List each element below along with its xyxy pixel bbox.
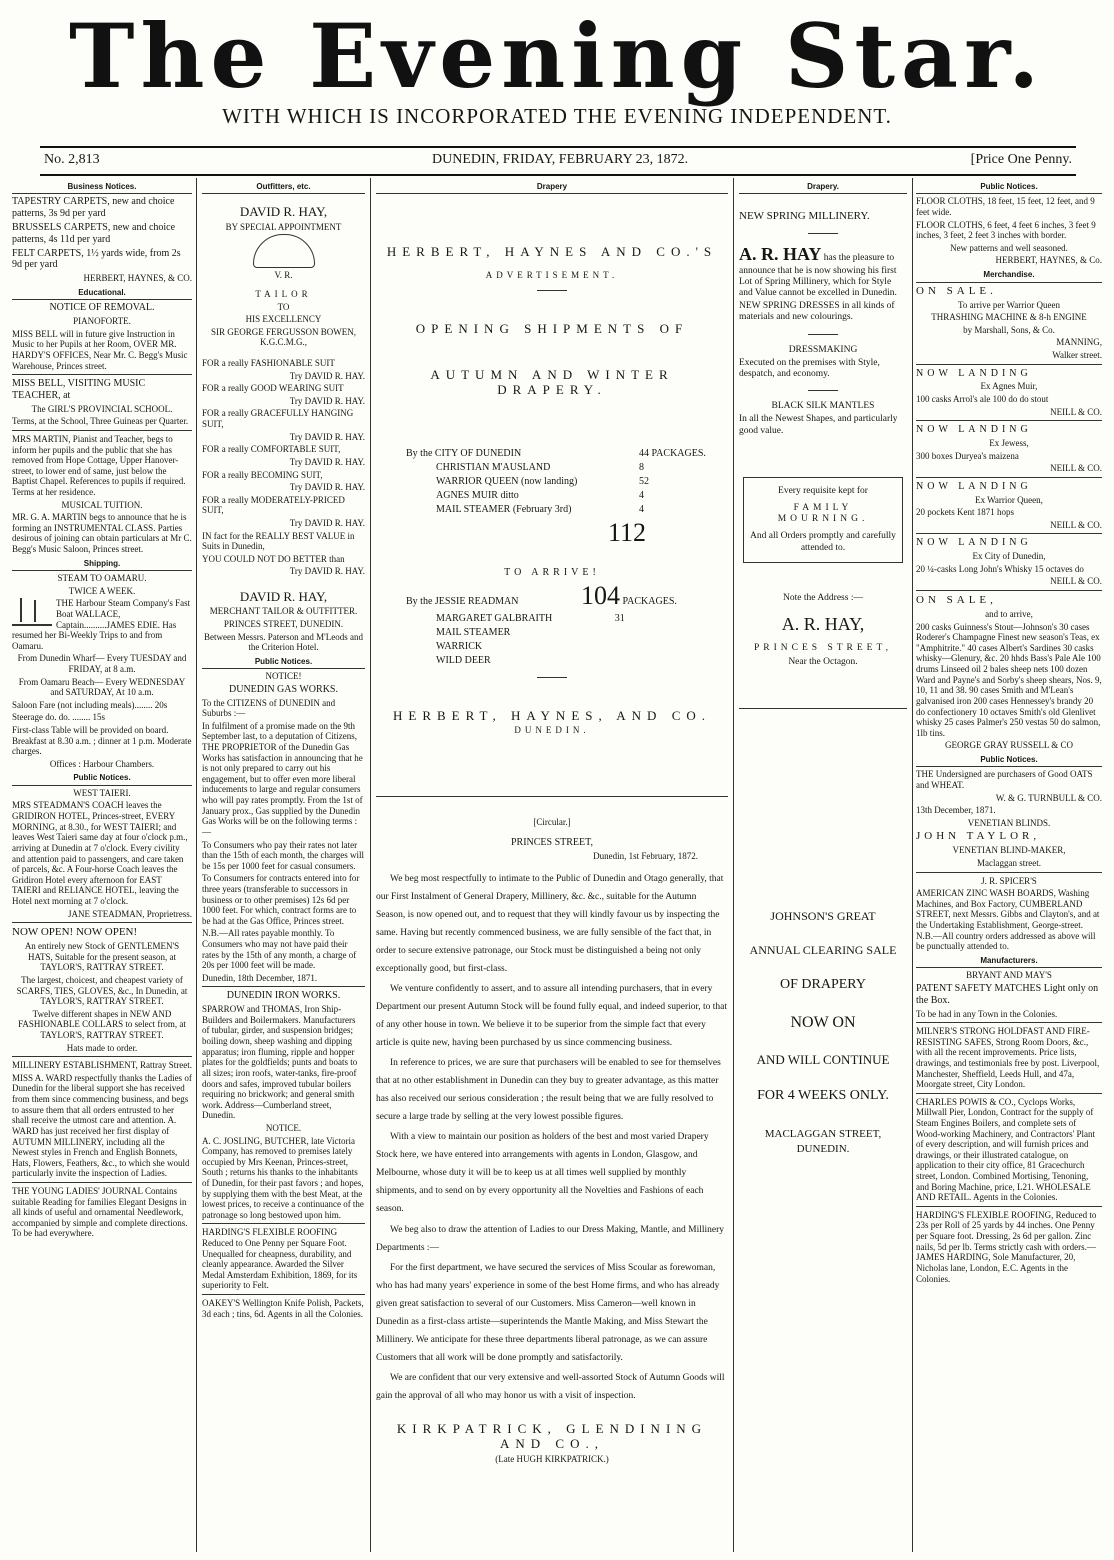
floor-cloth-ad: FLOOR CLOTHS, 18 feet, 15 feet, 12 feet, and 9 feet wide. <box>916 196 1095 218</box>
now-landing: NOW LANDING <box>916 480 1032 492</box>
princes-street: PRINCES STREET, <box>510 837 594 849</box>
shipment-count: 4 <box>639 489 645 501</box>
blinds-heading: VENETIAN BLINDS. <box>967 817 1051 828</box>
jessie-line <box>406 581 728 612</box>
divider <box>202 1294 365 1295</box>
hats-note: Hats made to order. <box>66 1042 138 1053</box>
hay-heading: A. R. HAY, <box>781 614 865 635</box>
divider <box>916 872 1102 873</box>
table-note: First-class Table will be provided on board. Breakfast at 8.30 a.m. ; dinner at 1 p.m. Moderate charges. <box>12 724 192 757</box>
divider <box>739 708 907 709</box>
tailor: TAILOR <box>255 288 312 299</box>
shipment-count: 8 <box>639 462 645 474</box>
schedule-line: From Dunedin Wharf— Every TUESDAY and FRIDAY, at 8 a.m. <box>17 653 187 674</box>
try-line: Try DAVID R. HAY. <box>289 482 365 493</box>
divider <box>12 1056 192 1057</box>
signature: HERBERT, HAYNES, & Co. <box>995 255 1102 266</box>
warrior: To arrive per Warrior Queen <box>958 299 1060 310</box>
gas-to: To the CITIZENS of DUNEDIN and Suburbs :— <box>202 697 336 719</box>
masthead <box>0 0 1114 140</box>
circular-body <box>376 870 728 1405</box>
powis-ad: CHARLES POWIS & CO., Cyclops Works, Millwall Pier, London, Contract for the supply of Steam Engines Boilers, and complete sets of Wood-working Machinery, and Contractors' Plant of every description, and will furnish prices and drawings, or their illustrated catalogue, on application to their city office, 81 Gracechurch street, London. Combined Mortising, Tenoning, and Boring Machine, price, L21. WHOLESALE AND RETAIL. Agents in the Colonies. <box>916 1096 1096 1203</box>
on-sale: ON SALE. <box>916 284 997 297</box>
signature: MANNING, <box>1056 337 1102 348</box>
column-5 <box>916 178 1102 1552</box>
hay-lead: A. R. HAY <box>739 244 822 265</box>
try-line: Try DAVID R. HAY. <box>289 395 365 406</box>
section-heading: Outfitters, etc. <box>202 182 365 194</box>
divider <box>808 390 838 391</box>
notice-heading: NOTICE OF REMOVAL. <box>49 302 155 314</box>
section-heading: Business Notices. <box>12 182 192 194</box>
bell-ad: MISS BELL will in future give Instruction in Music to her Pupils at her Room, OVER MR. HARDY'S OFFICES, Near Mr. C. Begg's Music Warehouse, Princes street. <box>12 328 188 371</box>
firm-heading: HERBERT, HAYNES, AND CO. <box>392 707 711 723</box>
jessie-total: 104 <box>581 580 621 610</box>
try-line: Try DAVID R. HAY. <box>289 517 365 528</box>
thrashing: THRASHING MACHINE & 8-h ENGINE <box>931 312 1087 323</box>
notice-heading: MUSICAL TUITION. <box>61 499 143 510</box>
address: Maclaggan street. <box>977 858 1041 868</box>
requisite: Every requisite kept for <box>778 485 868 496</box>
divider <box>12 430 192 431</box>
taylor-heading: JOHN TAYLOR, <box>916 830 1041 843</box>
section-heading: Merchandise. <box>916 270 1102 282</box>
spicer-ad: AMERICAN ZINC WASH BOARDS, Washing Machines, and Box Factory, CUMBERLAND STREET, next Messrs. Gibbs and Clayton's, and at the Undertaking Establishment, George-street. N.B.—All country orders addressed as above will be punctually attended to. <box>916 888 1100 952</box>
circular: [Circular.] <box>533 816 571 827</box>
fare-line: Steerage do. do. ........ 15s <box>12 712 105 723</box>
shipment-row <box>376 475 728 489</box>
royal-crest <box>202 234 365 268</box>
column-rule <box>196 178 197 1552</box>
millinery-heading: NEW SPRING MILLINERY. <box>739 210 870 223</box>
circular-paragraph: We beg also to draw the attention of Ladies to our Dress Making, Mantle, and Millinery Departments :— <box>376 1224 725 1253</box>
goods-list: 200 casks Guinness's Stout—Johnson's 30 cases Roderer's Champagne Finest new season's Teas, ex "Amphitrite." 40 cases Albert's Sardines 30 casks whisky—Glenury, &c. 20 hhds Bass's Pale Ale 100 drums Linseed oil 2 bales sheep nets 100 dozen Ward and Payne's and Sorby's sheep shears, Nos. 9, 10, 11 and 38. 90 cases Smith and M'Lean's galvanised iron 200 cases Hennessey's brandy 20 do confectionery 10 octaves Smith's old Glenlivet whisky 25 cases Palmer's 250 vestas 50 do salmon, 1lb tins. <box>916 621 1102 738</box>
newspaper-title: The Evening Star. <box>69 4 1045 108</box>
orders: And all Orders promptly and carefully attended to. <box>750 531 896 553</box>
gas-terms: To Consumers who pay their rates not later than the 15th of each month, the charges will be 15s per 1000 feet for casual consumers. <box>202 839 365 871</box>
scarfs-ad: The largest, choicest, and cheapest variety of SCARFS, TIES, GLOVES, &c., In Dunedin, at TAYLOR'S, RATTRAY STREET. <box>16 974 188 1007</box>
collars-ad: Twelve different shapes in NEW AND FASHIONABLE COLLARS to select from, at TAYLOR'S, RATTRAY STREET. <box>18 1008 186 1041</box>
notice-heading: NOTICE! <box>265 671 302 682</box>
arriving-ship: WARRICK <box>436 641 483 653</box>
marshall: by Marshall, Sons, & Co. <box>963 324 1055 335</box>
octagon: Near the Octagon. <box>788 656 858 667</box>
blind-maker: VENETIAN BLIND-MAKER, <box>952 845 1066 856</box>
to-arrive: TO ARRIVE! <box>504 567 600 579</box>
now-landing: NOW LANDING <box>916 537 1032 549</box>
section-heading: Public Notices. <box>916 182 1102 194</box>
milner-ad: MILNER'S STRONG HOLDFAST AND FIRE-RESISTING SAFES, Strong Room Doors, &c., with all the recent improvements. Price lists, drawings, and testimonials free by post. Liverpool, Manchester, Sheffield, Leeds Hull, and 47a, Moorgate street, City London. <box>916 1026 1100 1090</box>
of-drapery: OF DRAPERY <box>780 977 866 993</box>
divider <box>12 374 192 375</box>
terms: Terms, at the School, Three Guineas per Quarter. <box>12 416 189 427</box>
mourning-box <box>743 477 903 563</box>
try-line: Try DAVID R. HAY. <box>289 456 365 467</box>
bryant-heading: BRYANT AND MAY'S <box>966 970 1052 981</box>
to: TO <box>277 301 290 312</box>
column-3 <box>376 178 728 1552</box>
do-better: YOU COULD NOT DO BETTER than <box>202 553 345 564</box>
column-rule <box>370 178 371 1552</box>
divider <box>12 1182 192 1183</box>
landing-via: Ex Agnes Muir, <box>980 381 1038 392</box>
landing-via: Ex Jewess, <box>989 437 1029 448</box>
schedule-line: From Oamaru Beach— Every WEDNESDAY and SATURDAY, At 10 a.m. <box>18 676 186 698</box>
iron-ad: SPARROW and THOMAS, Iron Ship-Builders and Boilermakers. Manufacturers of tubular, girder, and suspension bridges; boiling down, sheep washing and dipping apparatus; iron fluming, ripple and hopper plates for the goldfields; punts and boats to all sizes; iron roofs, water-tanks, fire-proof doors and safes, improved tubular boilers requiring no brickwork; and general smith work. Address—Cumberland street, Dunedin. <box>202 1004 358 1121</box>
hats-ad: An entirely new Stock of GENTLEMEN'S HATS, Suitable for the present season, at TAYLOR'S, RATTRAY STREET. <box>24 941 180 973</box>
divider <box>916 1022 1102 1023</box>
gas-body: In fulfilment of a promise made on the 9th September last, to a deputation of Citizens, THE PROPRIETOR of the Dunedin Gas Works has satisfaction in announcing that he is not only prepared to carry out his engagement, but to offer even more liberal inducements to large and regular consumers who will pay rates promptly. From the 1st of January prox., Gas supplied by the Dunedin Gas Works will be on the following terms :— <box>202 720 363 837</box>
landing-items: 20 pockets Kent 1871 hops <box>916 507 1014 518</box>
iron-heading: DUNEDIN IRON WORKS. <box>226 990 341 1002</box>
opening: OPENING SHIPMENTS OF <box>415 321 689 337</box>
divider <box>916 477 1102 478</box>
shipment-row <box>376 461 728 475</box>
section-heading: Drapery <box>376 182 728 194</box>
signature: GEORGE GRAY RUSSELL & CO <box>944 740 1073 751</box>
now-on: NOW ON <box>790 1013 856 1031</box>
divider <box>916 533 1102 534</box>
notice-heading: WEST TAIERI. <box>73 787 131 798</box>
offices: Offices : Harbour Chambers. <box>49 758 155 769</box>
shipment-label: MAIL STEAMER (February 3rd) <box>436 503 572 515</box>
landing-via: Ex City of Dunedin, <box>972 551 1046 562</box>
shipment-label: WARRIOR QUEEN (now landing) <box>436 475 578 487</box>
between: Between Messrs. Paterson and M'Leods and the Criterion Hotel. <box>203 631 364 653</box>
issue-number: No. 2,813 <box>44 152 100 167</box>
section-heading: Drapery. <box>739 182 907 194</box>
advertisement: ADVERTISEMENT. <box>485 269 619 280</box>
section-heading: Public Notices. <box>916 755 1102 767</box>
josling-ad: A. C. JOSLING, BUTCHER, late Victoria Company, has removed to premises lately occupied by Mrs Keenan, Princes-street, South ; returns his thanks to the inhabitants of Dunedin, for their past favors ; and hopes, by supplying them with the best Meat, at the lowest prices, to receive a continuance of the patronage so long bestowed upon him. <box>202 1135 364 1220</box>
suit-ads <box>202 358 365 577</box>
notice-heading: TWICE A WEEK. <box>68 585 136 596</box>
gas-date: Dunedin, 18th December, 1871. <box>202 972 318 983</box>
divider <box>12 922 192 923</box>
wallace-ad <box>12 598 192 651</box>
appointment: BY SPECIAL APPOINTMENT <box>225 221 342 232</box>
hay-ad <box>739 244 907 299</box>
circular-paragraph: For the first department, we have secured the services of Miss Scoular as forewoman, who has had many years' experience in some of the best Home firms, and who has already given great satisfaction to several of our Customers. Miss Cameron—well known in Dunedin as a first-class artiste—superintends the Mantle Making, and Miss Stewart the Millinery. We anticipate for these three departments liberal patronage, as we can assure Customers that all work will be done promptly and satisfactorily. <box>376 1262 720 1363</box>
four-weeks: FOR 4 WEEKS ONLY. <box>757 1087 889 1103</box>
shipment-table <box>376 447 728 516</box>
notice-heading: PIANOFORTE. <box>73 316 131 327</box>
circular-paragraph: We are confident that our very extensive and well-assorted Stock of Autumn Goods will gain the approval of all who may honor us with a visit of inspection. <box>376 1372 725 1401</box>
packages-label: PACKAGES. <box>622 595 677 607</box>
address: Walker street. <box>1052 349 1102 360</box>
autumn-winter: AUTUMN AND WINTER DRAPERY. <box>430 366 674 398</box>
ward-ad: MISS A. WARD respectfully thanks the Ladies of Dunedin for the liberal support she has received from them since commencing business, and begs to assure them that all orders entrusted to her shall receive the utmost care and attention. A. WARD has just received her first display of AUTUMN MILLINERY, including all the Newest styles in French and English Bonnets, Hats, Flowers, Feathers, &c., to which she would particularly invite the inspection of Ladies. <box>12 1072 192 1179</box>
divider <box>916 1206 1102 1207</box>
landing-items: 100 casks Arrol's ale 100 do do stout <box>916 393 1049 404</box>
column-rule <box>733 178 734 1552</box>
fare-line: Saloon Fare (not including meals)........ 20s <box>12 699 168 710</box>
now-landing: NOW LANDING <box>916 424 1032 436</box>
notice-heading: STEAM TO OAMARU. <box>57 573 147 584</box>
governor: SIR GEORGE FERGUSSON BOWEN, K.G.C.M.G., <box>210 326 356 348</box>
gas-heading: DUNEDIN GAS WORKS. <box>229 683 338 695</box>
excellency: HIS EXCELLENCY <box>245 314 322 325</box>
mantles: BLACK SILK MANTLES <box>771 401 875 412</box>
signature: NEILL & CO. <box>1050 576 1102 587</box>
signature: NEILL & CO. <box>1050 519 1102 530</box>
johnson: JOHNSON'S GREAT <box>770 908 876 923</box>
arriving-count: 31 <box>614 613 625 625</box>
princes-street: PRINCES STREET, <box>754 643 892 654</box>
firm-heading: HERBERT, HAYNES AND CO.'S <box>386 244 718 260</box>
dunedin: DUNEDIN. <box>796 1143 850 1156</box>
date: 13th December, 1871. <box>916 805 996 816</box>
section-heading: Shipping. <box>12 559 192 571</box>
note-address: Note the Address :— <box>783 592 863 603</box>
address: PRINCES STREET, DUNEDIN. <box>223 618 344 629</box>
taieri-ad: MRS STEADMAN'S COACH leaves the GRIDIRON HOTEL, Princes-street, EVERY MORNING, at 8.30., for WEST TAIERI; and leaves West Taieri same day at four o'clock p.m., arriving at Dunedin at 7 o'clock. Every civility and attention paid to passengers, and care taken of parcels, &c. A Four-horse Coach leaves the Gridiron Hotel every afternoon for EAST TAIERI and RELIANCE HOTEL, leaving the Hotel next morning at 7 o'clock. <box>12 800 188 906</box>
kirkpatrick: KIRKPATRICK, GLENDINING AND CO., <box>396 1420 708 1452</box>
merchant-tailor: MERCHANT TAILOR & OUTFITTER. <box>209 606 358 617</box>
hay-heading: DAVID R. HAY, <box>239 204 328 220</box>
family-mourning: FAMILY MOURNING. <box>777 503 869 525</box>
circular-paragraph: With a view to maintain our position as holders of the best and most varied Drapery Stock here, we have entered into arrangements with agents in London, Glasgow, and Melbourne, whose duty it will be to keep us at all times well supplied by monthly shipments, and to send on by every opportunity all the Novelties and Fashions of each season. <box>376 1132 709 1215</box>
brussels-ad: BRUSSELS CARPETS, new and choice patterns, 4s 11d per yard <box>12 222 176 245</box>
floor-cloth-ad: FLOOR CLOTHS, 6 feet, 4 feet 6 inches, 3 feet 9 inches, 3 feet, 2 feet 3 inches with border. <box>916 219 1096 241</box>
shipment-label: CHRISTIAN M'AUSLAND <box>436 462 551 474</box>
divider <box>202 1223 365 1224</box>
divider <box>376 796 728 797</box>
landing-items: 20 ¼-casks Long John's Whisky 15 octaves do <box>916 563 1084 574</box>
harding-ad: HARDING'S FLEXIBLE ROOFING Reduced to One Penny per Square Foot. Unequalled for cheapness, durability, and cleanly appearance. Awarded the Silver Medal Amsterdam Exhibition, 1869, for its superiority to Felt. <box>202 1227 358 1291</box>
tuition-ad: MR. G. A. MARTIN begs to announce that he is forming an INSTRUMENTAL CLASS. Parties desirous of joining can obtain particulars at Mr C. Begg's Music Saloon, Princes street. <box>12 512 192 555</box>
shipment-row <box>376 489 728 503</box>
total-packages: 112 <box>608 518 647 548</box>
circular-paragraph: We beg most respectfully to intimate to the Public of Dunedin and Otago generally, that our First Instalment of General Drapery, Millinery, &c. &c., suitable for the Autumn Season, is now opened out, and to request that they will kindly favour us by inspecting the same. Having but recently commenced business, we are fully sensible of the fact that, in order to secure extensive patronage, our Stock must be distinguished a being not only exceptionally good, but first-class. <box>376 873 724 974</box>
mantles-body: In all the Newest Shapes, and particularly good value. <box>739 414 898 436</box>
journal-ad: THE YOUNG LADIES' JOURNAL Contains suitable Reading for families Elegant Designs in all kinds of useful and ornamental Needlework, accompanied by simple and complete directions. To be had everywhere. <box>12 1185 188 1239</box>
landing-via: Ex Warrior Queen, <box>975 494 1043 505</box>
gas-nb: N.B.—All rates payable monthly. To Consumers who may not have paid their rates by the 15th of any month, a charge of 20s per 1000 feet will be made. <box>202 928 357 971</box>
circular-date: Dunedin, 1st February, 1872. <box>593 851 698 862</box>
hay-body: has the pleasure to announce that he is now showing his first Lot of Spring Millinery, which for Style and Value cannot be excelled in Dunedin. <box>739 253 897 299</box>
school-name: The GIRL'S PROVINCIAL SCHOOL. <box>31 403 173 414</box>
dateline <box>40 146 1076 176</box>
suit-line: FOR a really FASHIONABLE SUIT <box>202 358 335 369</box>
dressmaking: DRESSMAKING <box>788 344 858 355</box>
steamship-icon <box>12 598 52 626</box>
shipment-row <box>376 447 728 461</box>
column-2 <box>202 178 365 1552</box>
jessie-label: By the JESSIE READMAN <box>406 595 519 607</box>
divider <box>808 334 838 335</box>
suit-line: FOR a really COMFORTABLE SUIT, <box>202 444 341 455</box>
section-heading: Public Notices. <box>202 657 365 669</box>
section-heading: Public Notices. <box>12 773 192 785</box>
turnbull-ad: THE Undersigned are purchasers of Good OATS and WHEAT. <box>916 769 1093 790</box>
dresses: NEW SPRING DRESSES in all kinds of materials and new colourings. <box>739 301 895 323</box>
royal-crest-icon <box>253 234 315 268</box>
martin-ad: MRS MARTIN, Pianist and Teacher, begs to inform her pupils and the public that she has removed from Hope Cottage, Upper Hanover-street, to lower end of same, just below the Baptist Chapel. References to pupils if required. Terms at her residence. <box>12 433 186 497</box>
divider <box>537 290 567 291</box>
suit-line: FOR a really BECOMING SUIT, <box>202 469 323 480</box>
divider <box>202 986 365 987</box>
tapestry-ad: TAPESTRY CARPETS, new and choice patterns, 3s 9d per yard <box>12 196 175 220</box>
arriving-ship <box>436 613 728 625</box>
signature: NEILL & CO. <box>1050 406 1102 417</box>
notice-heading: MILLINERY ESTABLISHMENT, Rattray Street. <box>12 1060 192 1071</box>
annual-clearing: ANNUAL CLEARING SALE <box>749 942 897 957</box>
divider <box>537 677 567 678</box>
try-line: Try DAVID R. HAY. <box>289 431 365 442</box>
harding-ad: HARDING'S FLEXIBLE ROOFING, Reduced to 23s per Roll of 25 yards by 44 inches. One Penny per Square foot. Dressing, 2s 6d per gallon. Zinc nails, 5d per lb. Terms strictly cash with orders.—JAMES HARDING, Sole Manufacturer, 20, Nicholas lane, London, E.C. Agents in the Colonies. <box>916 1209 1097 1284</box>
shipment-count: 52 <box>639 475 650 487</box>
shipment-count: 44 PACKAGES. <box>639 448 706 460</box>
divider <box>808 233 838 234</box>
signature: JANE STEADMAN, Proprietress. <box>68 908 192 919</box>
notice-heading: NOTICE. <box>265 1122 302 1133</box>
section-heading: Manufacturers. <box>916 956 1102 968</box>
vr-letters: V. R. <box>274 270 293 281</box>
new-patterns: New patterns and well seasoned. <box>950 242 1068 253</box>
now-landing: NOW LANDING <box>916 367 1032 379</box>
try-line: Try DAVID R. HAY. <box>289 370 365 381</box>
arriving-ship: MAIL STEAMER <box>436 627 511 639</box>
now-open-heading: NOW OPEN! NOW OPEN! <box>12 926 138 939</box>
signature: NEILL & CO. <box>1050 463 1102 474</box>
landing-items: 300 boxes Duryea's maizena <box>916 450 1019 461</box>
kirkpatrick-late: (Late HUGH KIRKPATRICK.) <box>495 1453 609 1464</box>
shipment-row <box>376 503 728 517</box>
newspaper-subtitle: WITH WHICH IS INCORPORATED THE EVENING INDEPENDENT. <box>222 104 892 128</box>
shipment-count: 4 <box>639 503 645 515</box>
price: [Price One Penny. <box>970 152 1072 167</box>
dressmaking-body: Executed on the premises with Style, despatch, and economy. <box>739 357 880 380</box>
felt-ad: FELT CARPETS, 1½ yards wide, from 2s 9d per yard <box>12 247 181 271</box>
column-rule <box>912 178 913 1552</box>
shipment-label: AGNES MUIR ditto <box>436 489 519 501</box>
will-continue: AND WILL CONTINUE <box>756 1052 890 1068</box>
hay-heading: DAVID R. HAY, <box>239 589 328 604</box>
try-line: Try DAVID R. HAY. <box>289 566 365 577</box>
and-arrive: and to arrive, <box>985 609 1033 620</box>
divider <box>916 1093 1102 1094</box>
oakey-ad: OAKEY'S Wellington Knife Polish, Packets, 3d each ; tins, 6d. Agents in all the Colonies. <box>202 1298 364 1319</box>
divider <box>916 420 1102 421</box>
on-sale: ON SALE, <box>916 594 997 607</box>
suit-line: FOR a really GOOD WEARING SUIT <box>202 383 344 394</box>
arriving-label: MARGARET GALBRAITH <box>436 613 553 625</box>
best-value: IN fact for the REALLY BEST VALUE in Suits in Dunedin, <box>202 530 355 552</box>
bell-ad-heading: MISS BELL, VISITING MUSIC TEACHER, at <box>12 378 146 401</box>
signature: HERBERT, HAYNES, & CO. <box>83 273 192 284</box>
spicer-heading: J. R. SPICER'S <box>981 875 1037 886</box>
suit-line: FOR a really GRACEFULLY HANGING SUIT, <box>202 408 354 430</box>
circular-paragraph: In reference to prices, we are sure that purchasers will be enabled to see for themselves that at no other establishment in Dunedin can they buy to greater advantage, as this matter has also received our serious consideration ; the result being that we are fully resolved to secure a large trade by selling at the very lowest possible figures. <box>376 1058 721 1123</box>
circular-paragraph: We venture confidently to assert, and to assure all intending purchasers, that in every Department our present Autumn Stock will be found fully equal, and indeed superior, to that of any other house in town. We believe it to be superior from the simple fact that every article is quite new, having been purchased by us since commencing business. <box>376 983 728 1049</box>
divider <box>916 590 1102 591</box>
gas-terms: To Consumers for contracts entered into for three years (transferable to successors in business or to other premises) 12s 6d per 1000 feet. For which, contract forms are to be had at the Gas Office, Princes street. <box>202 873 360 926</box>
arriving-ship: WILD DEER <box>436 654 491 666</box>
section-heading: Educational. <box>12 288 192 300</box>
column-4 <box>739 178 907 1552</box>
signature: W. & G. TURNBULL & CO. <box>995 792 1102 803</box>
maclaggan: MACLAGGAN STREET, <box>764 1128 882 1141</box>
bryant-sub: To be had in any Town in the Colonies. <box>916 1008 1058 1019</box>
dunedin: DUNEDIN. <box>514 725 590 735</box>
wallace-text: THE Harbour Steam Company's Fast Boat WALLACE, Captain..........JAMES EDIE. Has resumed her Bi-Weekly Trips to and from Oamaru. <box>12 598 191 651</box>
divider <box>916 364 1102 365</box>
suit-line: FOR a really MODERATELY-PRICED SUIT, <box>202 494 345 516</box>
column-1 <box>12 178 192 1552</box>
patent-matches: PATENT SAFETY MATCHES Light only on the Box. <box>916 982 1099 1006</box>
shipment-label: By the CITY OF DUNEDIN <box>406 448 522 460</box>
place-date: DUNEDIN, FRIDAY, FEBRUARY 23, 1872. <box>432 152 689 167</box>
